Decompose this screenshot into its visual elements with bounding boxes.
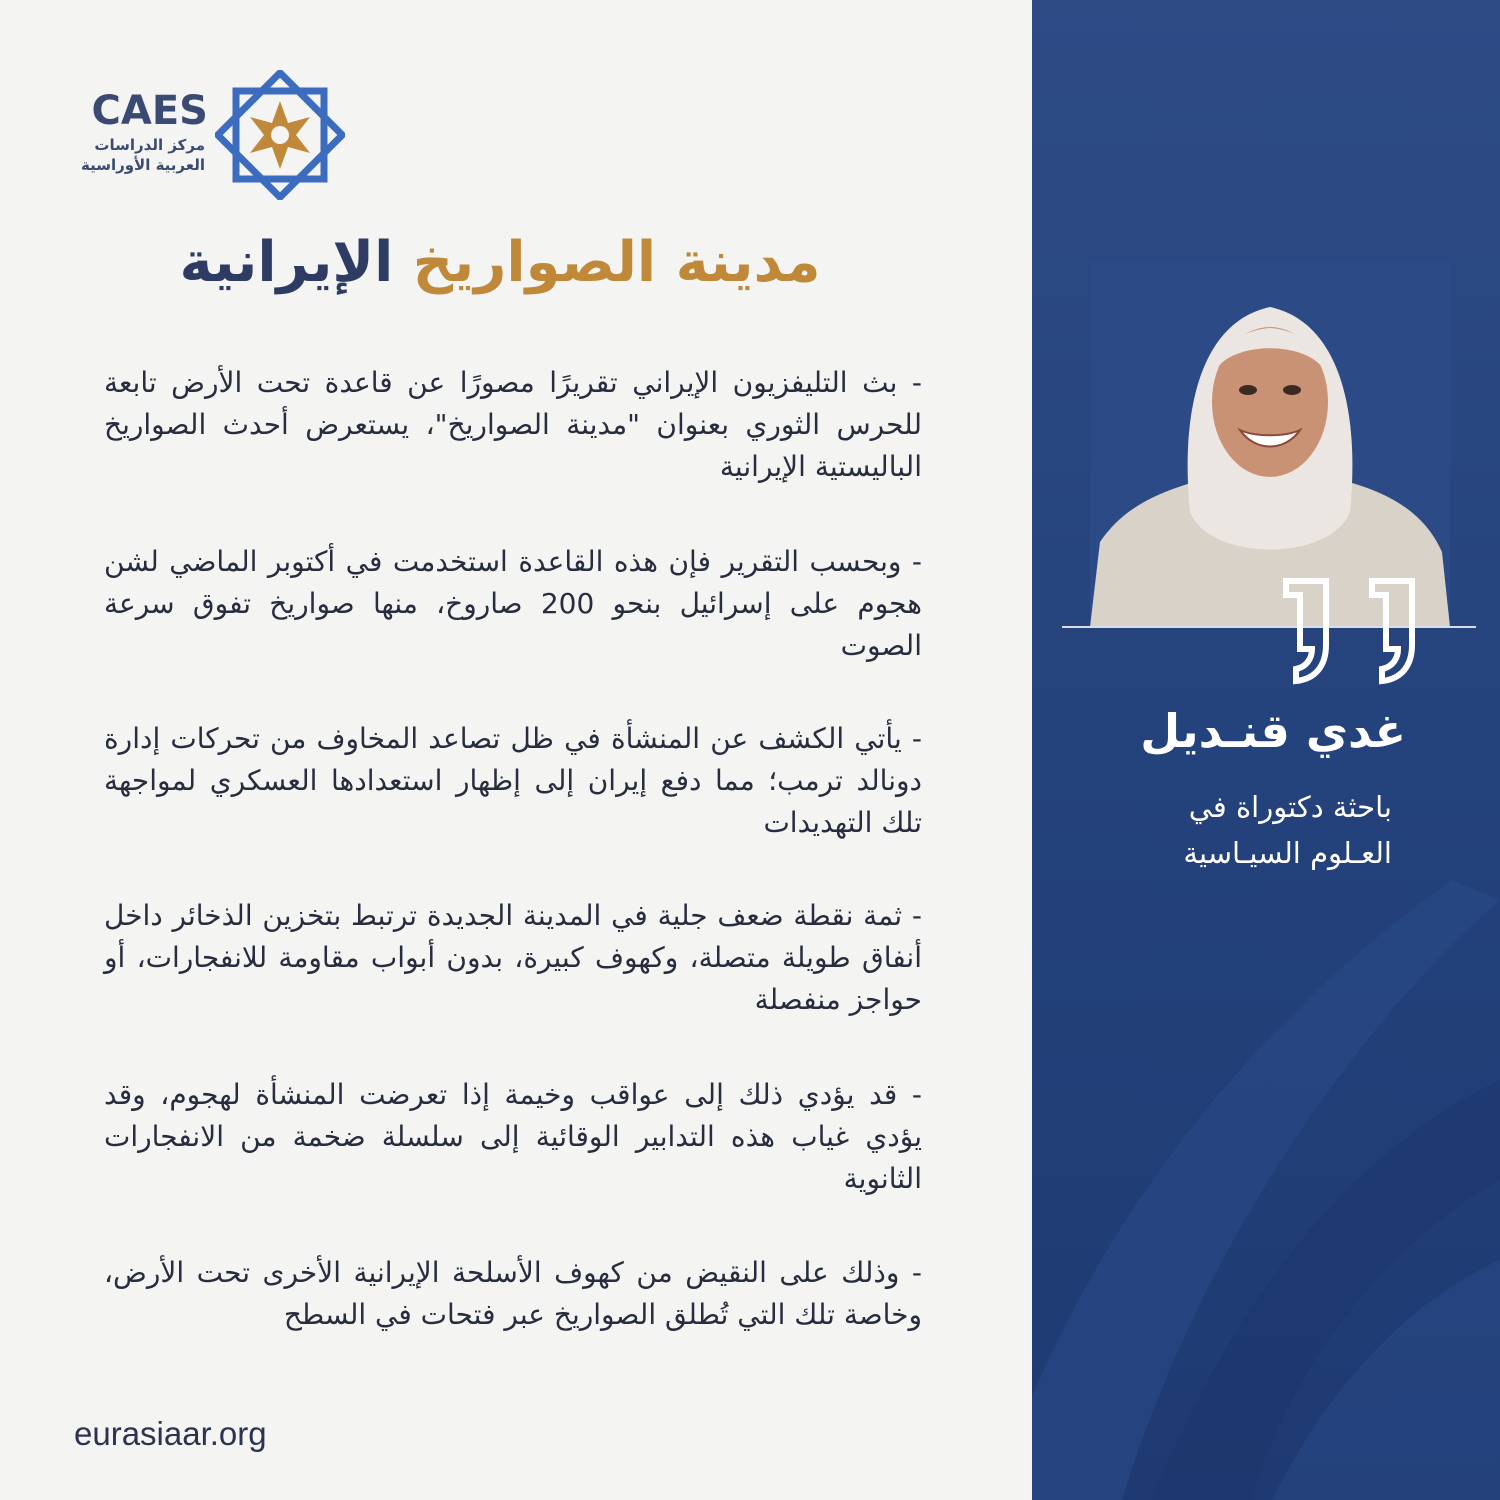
title-part-1: مدينة الصواريخ (412, 230, 821, 295)
paragraph-2: - وبحسب التقرير فإن هذه القاعدة استخدمت في أكتوبر الماضي لشن هجوم على إسرائيل بنحو 200 صاروخ، منها صواريخ تفوق سرعة الصوت (104, 545, 922, 662)
paragraph-1: - بث التليفزيون الإيراني تقريرًا مصورًا عن قاعدة تحت الأرض تابعة للحرس الثوري بعنوان "مدينة الصواريخ"، يستعرض أحدث الصواريخ الباليستية الإيرانية (104, 366, 922, 483)
author-photo (1090, 262, 1450, 627)
logo-line-2: العربية الأوراسية (80, 156, 205, 174)
page-title (120, 228, 880, 298)
website-url: eurasiaar.org (74, 1415, 267, 1452)
logo-abbr: CAES (91, 88, 208, 134)
author-name: غدي قنـديل (1140, 704, 1406, 758)
title-part-2: الإيرانية (179, 230, 394, 295)
logo-line-1: مركز الدراسات (94, 136, 205, 154)
logo (80, 70, 350, 200)
paragraph-6: - وذلك على النقيض من كهوف الأسلحة الإيرانية الأخرى تحت الأرض، وخاصة تلك التي تُطلق الصواريخ عبر فتحات في السطح (104, 1256, 922, 1331)
paragraph-3: - يأتي الكشف عن المنشأة في ظل تصاعد المخاوف من تحركات إدارة دونالد ترمب؛ مما دفع إيران إلى إظهار استعدادها العسكري لمواجهة تلك التهديدات (104, 722, 922, 839)
quote-icon (1280, 575, 1430, 685)
star-emblem-icon (215, 70, 345, 200)
paragraph-5: - قد يؤدي ذلك إلى عواقب وخيمة إذا تعرضت المنشأة لهجوم، وقد يؤدي غياب هذه التدابير الوقائية إلى سلسلة ضخمة من الانفجارات الثانوية (104, 1078, 922, 1195)
author-role-line-2: العـلوم السيـاسية (1183, 836, 1392, 870)
paragraph-4: - ثمة نقطة ضعف جلية في المدينة الجديدة ترتبط بتخزين الذخائر داخل أنفاق طويلة متصلة، وكهوف كبيرة، بدون أبواب مقاومة للانفجارات، أو حواجز منفصلة (104, 899, 922, 1016)
author-role-line-1: باحثة دكتوراة في (1188, 790, 1392, 824)
